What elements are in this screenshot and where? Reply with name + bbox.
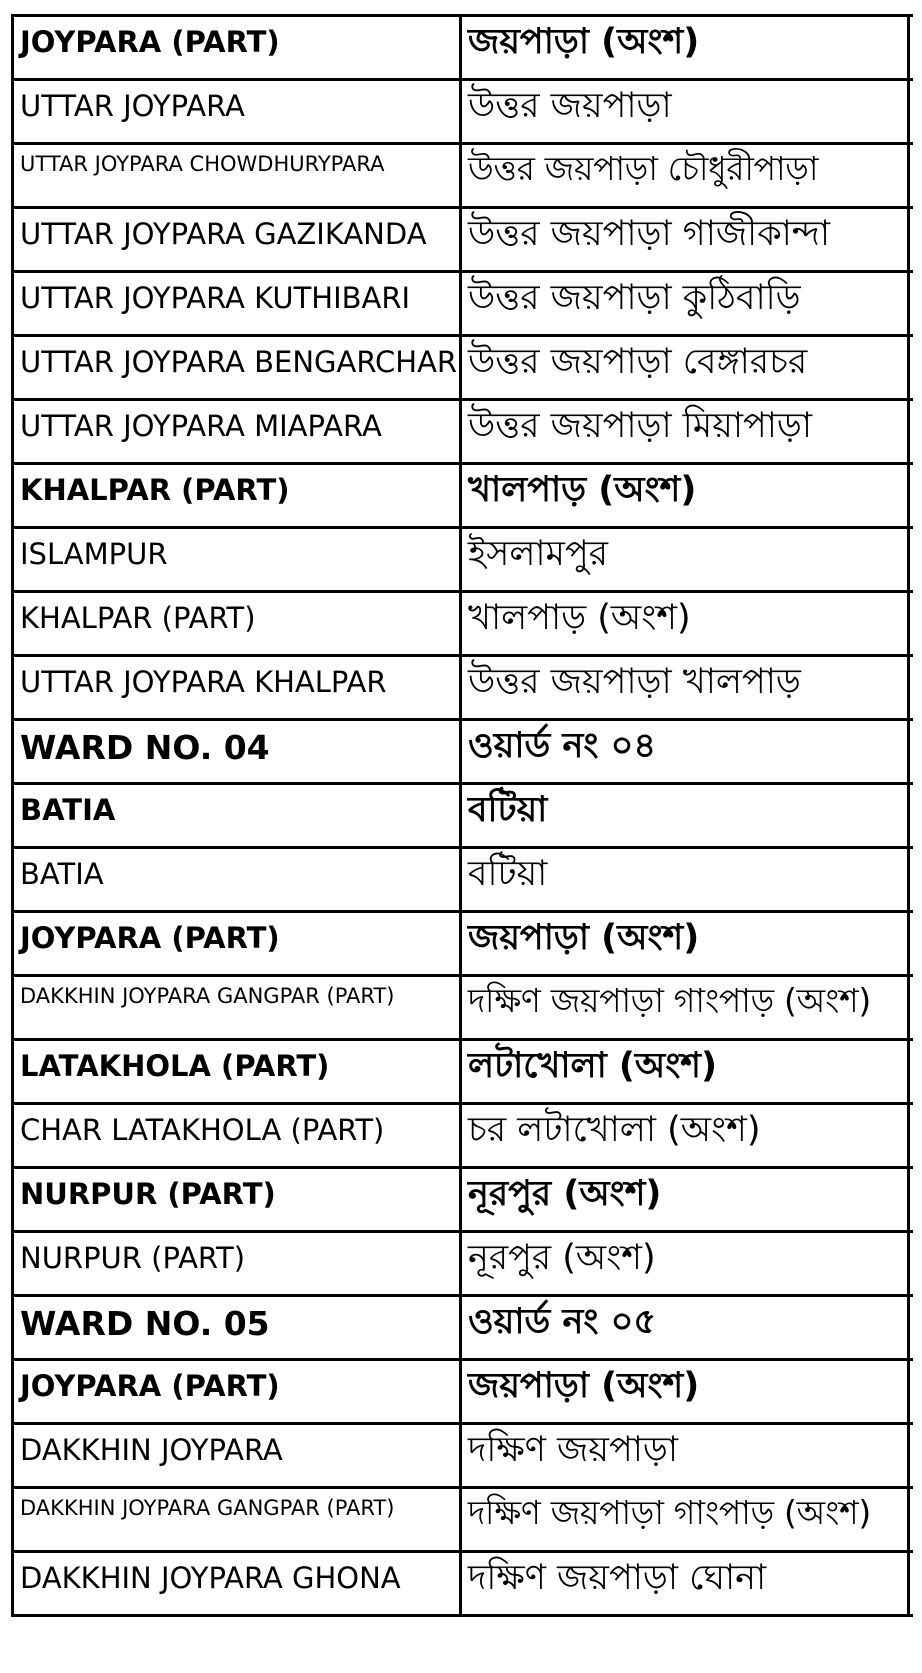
bengali-name-cell: বটিয়া <box>462 849 910 910</box>
english-name-cell: UTTAR JOYPARA BENGARCHAR <box>14 337 462 398</box>
table-row <box>14 1233 913 1297</box>
english-name-cell: BATIA <box>14 849 462 910</box>
table-row <box>14 593 913 657</box>
table-row <box>14 977 913 1041</box>
table-row <box>14 849 913 913</box>
bengali-name-cell: উত্তর জয়পাড়া গাজীকান্দা <box>462 209 910 270</box>
table-row <box>14 657 913 721</box>
english-name-cell: UTTAR JOYPARA <box>14 81 462 142</box>
english-name-cell: UTTAR JOYPARA CHOWDHURYPARA <box>14 145 462 206</box>
table-row <box>14 17 913 81</box>
table-row <box>14 785 913 849</box>
area-name-table <box>11 14 913 1617</box>
table-row <box>14 529 913 593</box>
bengali-name-cell: নূরপুর (অংশ) <box>462 1169 910 1230</box>
english-name-cell: WARD NO. 05 <box>14 1297 462 1358</box>
bengali-name-cell: জয়পাড়া (অংশ) <box>462 913 910 974</box>
english-name-cell: JOYPARA (PART) <box>14 17 462 78</box>
table-row <box>14 1425 913 1489</box>
table-row <box>14 1553 913 1617</box>
bengali-name-cell: চর লটাখোলা (অংশ) <box>462 1105 910 1166</box>
bengali-name-cell: দক্ষিণ জয়পাড়া গাংপাড় (অংশ) <box>462 977 910 1038</box>
bengali-name-cell: দক্ষিণ জয়পাড়া গাংপাড় (অংশ) <box>462 1489 910 1550</box>
english-name-cell: KHALPAR (PART) <box>14 465 462 526</box>
table-row <box>14 273 913 337</box>
english-name-cell: UTTAR JOYPARA MIAPARA <box>14 401 462 462</box>
bengali-name-cell: খালপাড় (অংশ) <box>462 593 910 654</box>
bengali-name-cell: উত্তর জয়পাড়া বেঙ্গারচর <box>462 337 910 398</box>
bengali-name-cell: উত্তর জয়পাড়া <box>462 81 910 142</box>
bengali-name-cell: উত্তর জয়পাড়া মিয়াপাড়া <box>462 401 910 462</box>
bengali-name-cell: উত্তর জয়পাড়া চৌধুরীপাড়া <box>462 145 910 206</box>
table-row <box>14 913 913 977</box>
table-row <box>14 401 913 465</box>
english-name-cell: DAKKHIN JOYPARA GANGPAR (PART) <box>14 1489 462 1550</box>
bengali-name-cell: দক্ষিণ জয়পাড়া <box>462 1425 910 1486</box>
english-name-cell: BATIA <box>14 785 462 846</box>
bengali-name-cell: দক্ষিণ জয়পাড়া ঘোনা <box>462 1553 910 1614</box>
table-row <box>14 1041 913 1105</box>
bengali-name-cell: ওয়ার্ড নং ০৫ <box>462 1297 910 1358</box>
english-name-cell: DAKKHIN JOYPARA GANGPAR (PART) <box>14 977 462 1038</box>
bengali-name-cell: বটিয়া <box>462 785 910 846</box>
bengali-name-cell: লটাখোলা (অংশ) <box>462 1041 910 1102</box>
english-name-cell: NURPUR (PART) <box>14 1169 462 1230</box>
table-row <box>14 1105 913 1169</box>
table-row <box>14 81 913 145</box>
english-name-cell: DAKKHIN JOYPARA GHONA <box>14 1553 462 1614</box>
english-name-cell: UTTAR JOYPARA KUTHIBARI <box>14 273 462 334</box>
table-row <box>14 337 913 401</box>
bengali-name-cell: ওয়ার্ড নং ০৪ <box>462 721 910 782</box>
table-row <box>14 1297 913 1361</box>
table-row <box>14 1169 913 1233</box>
table-row <box>14 1489 913 1553</box>
english-name-cell: UTTAR JOYPARA KHALPAR <box>14 657 462 718</box>
english-name-cell: LATAKHOLA (PART) <box>14 1041 462 1102</box>
english-name-cell: JOYPARA (PART) <box>14 1361 462 1422</box>
english-name-cell: ISLAMPUR <box>14 529 462 590</box>
table-row <box>14 209 913 273</box>
english-name-cell: UTTAR JOYPARA GAZIKANDA <box>14 209 462 270</box>
bengali-name-cell: ইসলামপুর <box>462 529 910 590</box>
english-name-cell: JOYPARA (PART) <box>14 913 462 974</box>
bengali-name-cell: নূরপুর (অংশ) <box>462 1233 910 1294</box>
bengali-name-cell: জয়পাড়া (অংশ) <box>462 1361 910 1422</box>
bengali-name-cell: উত্তর জয়পাড়া খালপাড় <box>462 657 910 718</box>
table-row <box>14 465 913 529</box>
english-name-cell: WARD NO. 04 <box>14 721 462 782</box>
bengali-name-cell: খালপাড় (অংশ) <box>462 465 910 526</box>
table-row <box>14 145 913 209</box>
english-name-cell: KHALPAR (PART) <box>14 593 462 654</box>
english-name-cell: DAKKHIN JOYPARA <box>14 1425 462 1486</box>
table-row <box>14 1361 913 1425</box>
bengali-name-cell: জয়পাড়া (অংশ) <box>462 17 910 78</box>
english-name-cell: NURPUR (PART) <box>14 1233 462 1294</box>
english-name-cell: CHAR LATAKHOLA (PART) <box>14 1105 462 1166</box>
bengali-name-cell: উত্তর জয়পাড়া কুঠিবাড়ি <box>462 273 910 334</box>
table-row <box>14 721 913 785</box>
